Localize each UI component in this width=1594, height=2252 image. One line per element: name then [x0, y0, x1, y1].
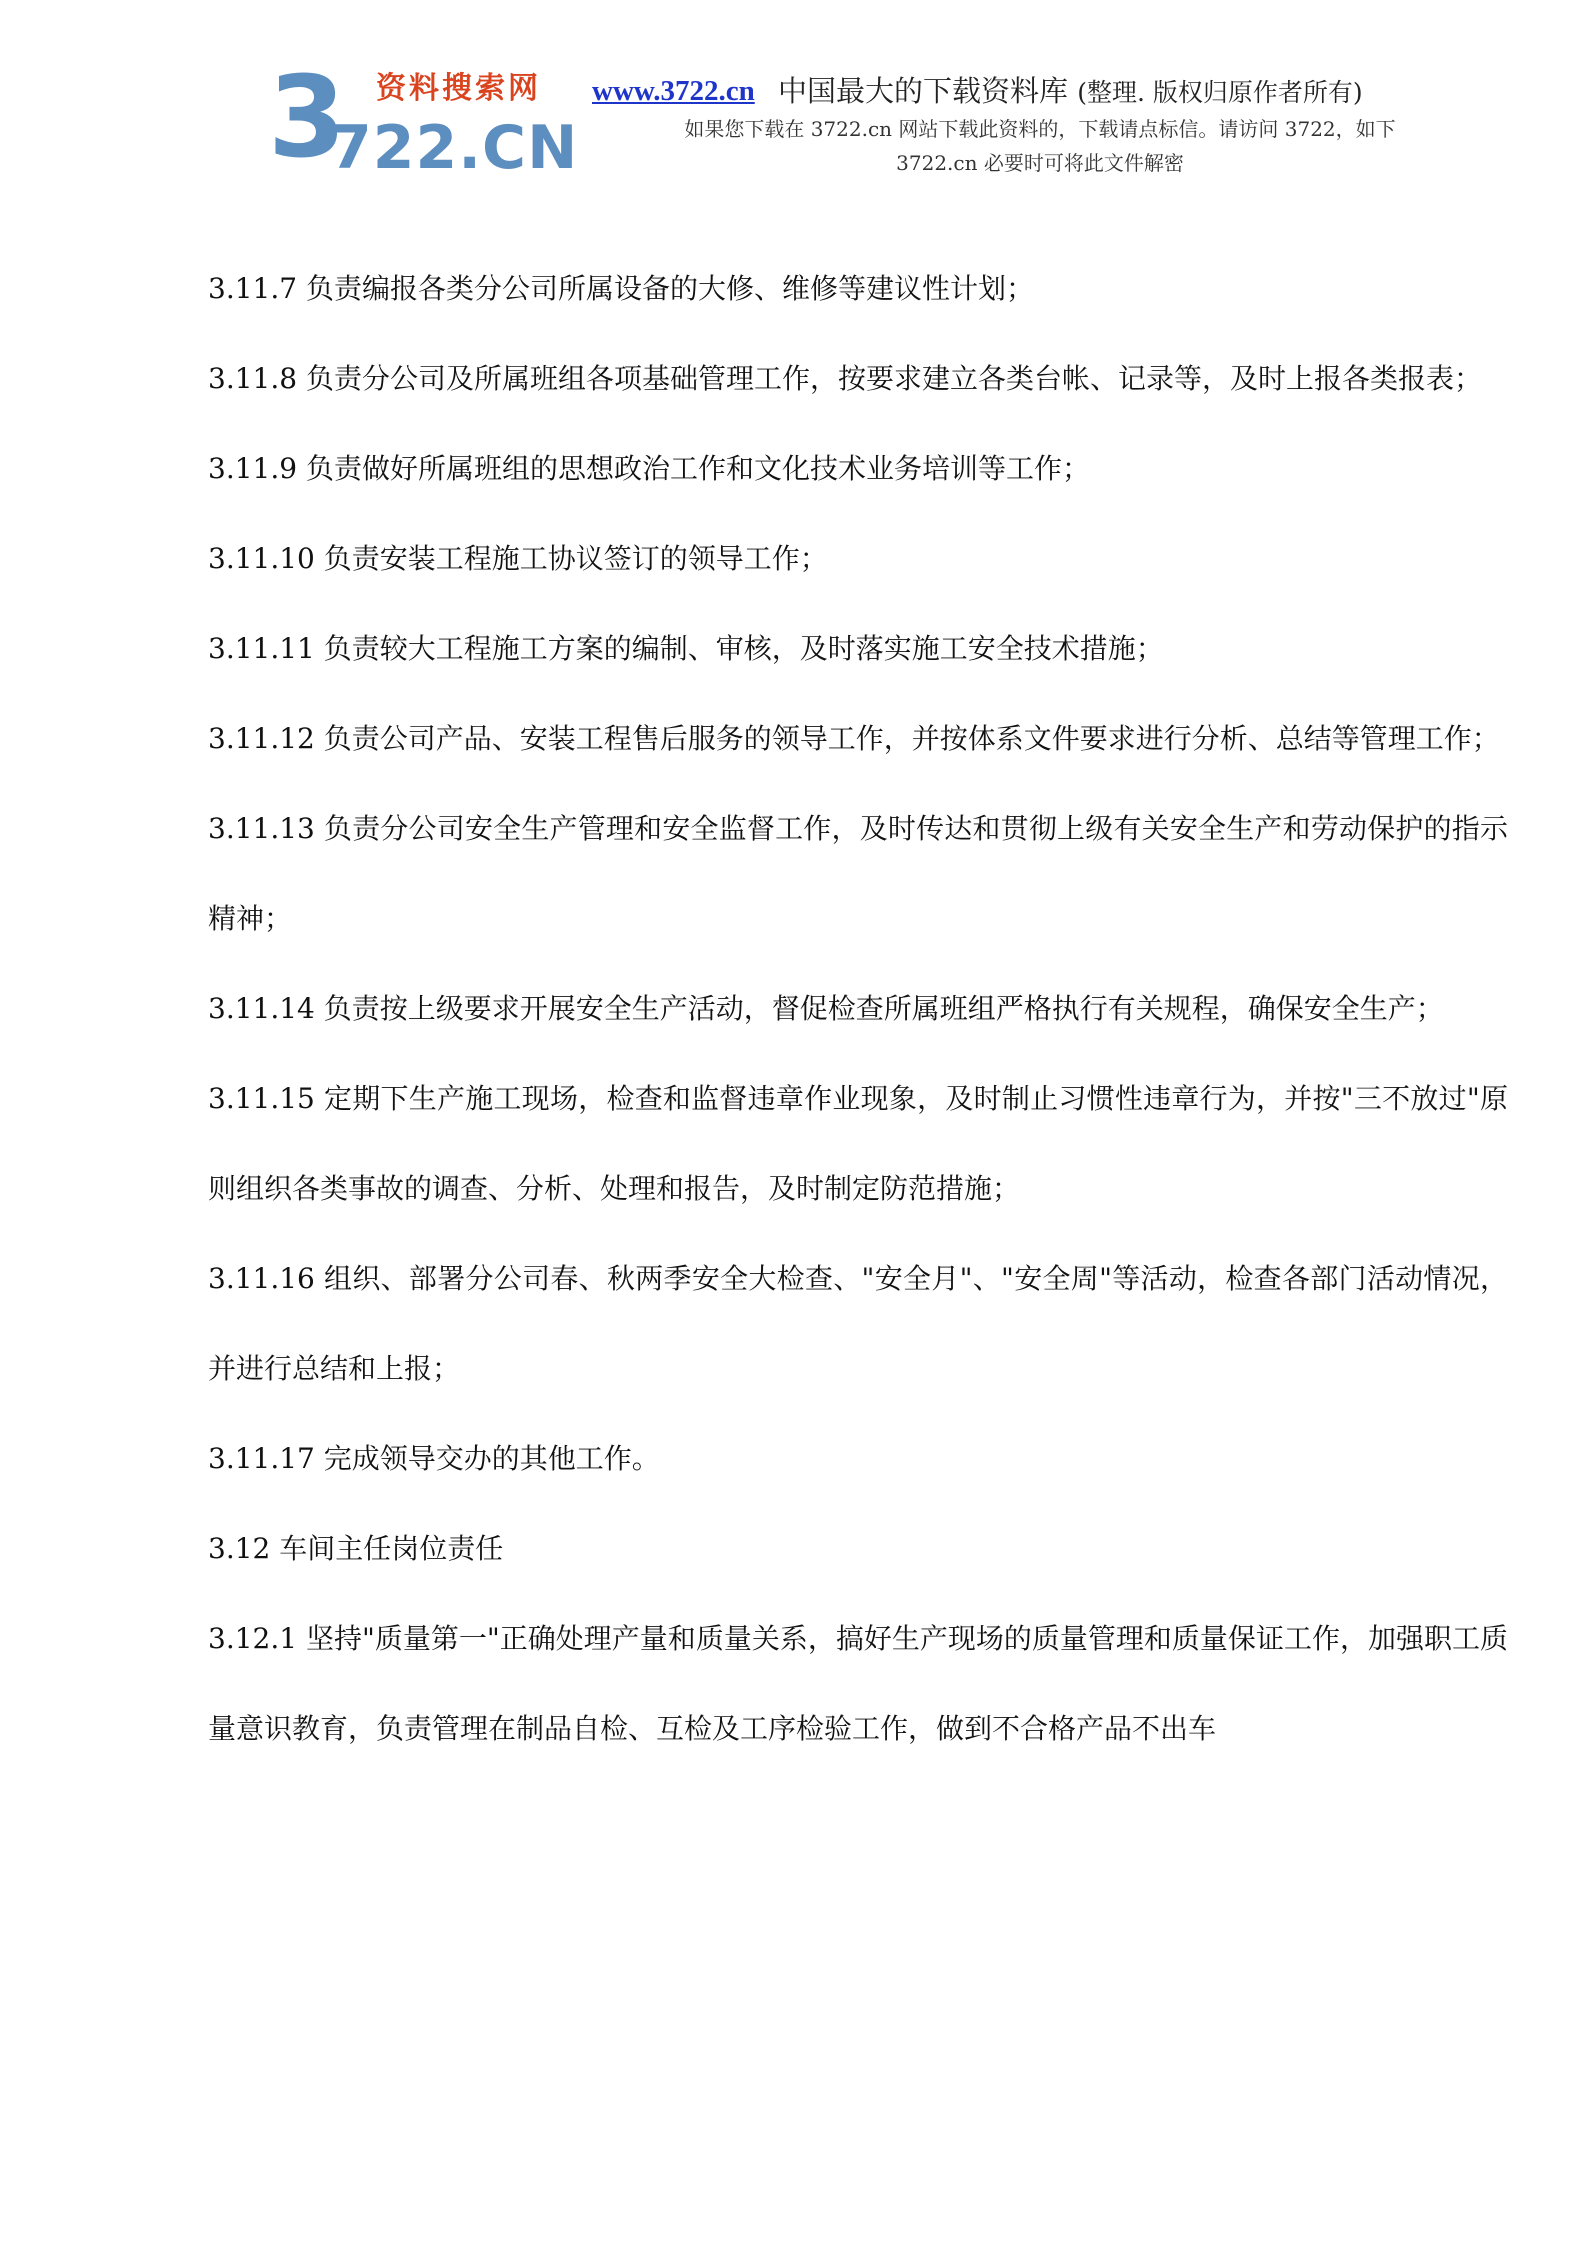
- logo-domain: 722.CN: [330, 113, 579, 183]
- site-logo[interactable]: [268, 53, 588, 188]
- slogan-text: 中国最大的下载资料库: [778, 74, 1069, 108]
- header-notice: [630, 112, 1450, 180]
- paragraph-3-11-8: 3.11.8 负责分公司及所属班组各项基础管理工作，按要求建立各类台帐、记录等，及时上报各类报表；: [208, 362, 1482, 395]
- paragraph-3-11-7: 3.11.7 负责编报各类分公司所属设备的大修、维修等建议性计划；: [208, 272, 1034, 305]
- notice-line-2: 3722.cn 必要时可将此文件解密: [896, 151, 1184, 175]
- paragraph-3-11-12: 3.11.12 负责公司产品、安装工程售后服务的领导工作，并按体系文件要求进行分析、总结等管理工作；: [208, 722, 1500, 755]
- paragraph-3-11-10: 3.11.10 负责安装工程施工协议签订的领导工作；: [208, 542, 828, 575]
- document-body: [208, 244, 1508, 1774]
- paragraph-3-11-15: 3.11.15 定期下生产施工现场，检查和监督违章作业现象，及时制止习惯性违章行为，并按"三不放过"原则组织各类事故的调查、分析、处理和报告，及时制定防范措施；: [208, 1082, 1508, 1205]
- page-header: [0, 0, 1594, 200]
- site-url-link[interactable]: www.3722.cn: [592, 75, 755, 107]
- paragraph-3-11-17: 3.11.17 完成领导交办的其他工作。: [208, 1442, 660, 1475]
- logo-title: 资料搜索网: [376, 71, 541, 106]
- notice-line-1: 如果您下载在 3722.cn 网站下载此资料的，下载请点标信。请访问 3722，如下: [684, 117, 1396, 141]
- paragraph-3-11-11: 3.11.11 负责较大工程施工方案的编制、审核，及时落实施工安全技术措施；: [208, 632, 1164, 665]
- section-heading-3-12: 3.12 车间主任岗位责任: [208, 1532, 504, 1565]
- paragraph-3-11-14: 3.11.14 负责按上级要求开展安全生产活动，督促检查所属班组严格执行有关规程，确保安全生产；: [208, 992, 1444, 1025]
- paragraph-3-11-13: 3.11.13 负责分公司安全生产管理和安全监督工作，及时传达和贯彻上级有关安全生产和劳动保护的指示精神；: [208, 812, 1508, 935]
- logo-number: 3: [268, 53, 342, 183]
- slogan-note: (整理. 版权归原作者所有): [1077, 78, 1363, 107]
- paragraph-3-11-16: 3.11.16 组织、部署分公司春、秋两季安全大检查、"安全月"、"安全周"等活动，检查各部门活动情况，并进行总结和上报；: [208, 1262, 1508, 1385]
- paragraph-3-11-9: 3.11.9 负责做好所属班组的思想政治工作和文化技术业务培训等工作；: [208, 452, 1090, 485]
- header-slogan: [778, 74, 1363, 110]
- paragraph-3-12-1: 3.12.1 坚持"质量第一"正确处理产量和质量关系，搞好生产现场的质量管理和质量保证工作，加强职工质量意识教育，负责管理在制品自检、互检及工序检验工作，做到不合格产品不出车: [208, 1622, 1508, 1745]
